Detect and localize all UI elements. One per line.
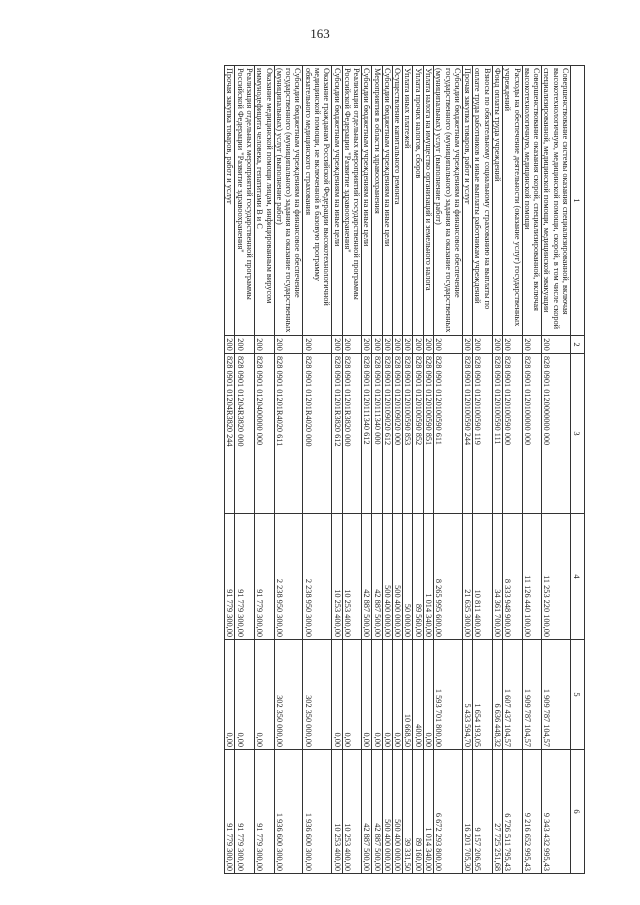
table-row [503, 66, 523, 874]
row-classification-code-cell: 828 0901 0120400000 000 [255, 354, 275, 514]
row-executed-amount-cell: 1 654 193,05 [473, 640, 493, 750]
row-name-cell: Реализация отдельных мероприятий государственной программы Российской Федерации "Развитие здравоохранения" [235, 66, 255, 336]
row-unexecuted-amount-cell: 91 779 300,00 [225, 750, 235, 874]
row-unexecuted-amount-cell: 9 157 206,95 [473, 750, 493, 874]
row-name-cell: Мероприятия в области здравоохранения [372, 66, 382, 336]
row-admin-code-cell: 200 [372, 336, 382, 354]
row-approved-amount-cell: 34 361 700,00 [492, 514, 502, 640]
row-executed-amount-cell: 400,00 [413, 640, 423, 750]
row-name-cell: Оказание медицинской помощи лицам, инфицированным вирусом иммунодефицита человека, гепатитами В и С [255, 66, 275, 336]
row-admin-code-cell: 200 [492, 336, 502, 354]
row-executed-amount-cell: 1 909 787 104,57 [542, 640, 571, 750]
row-admin-code-cell: 200 [503, 336, 523, 354]
row-approved-amount-cell: 11 253 220 100,00 [542, 514, 571, 640]
table-row [434, 66, 463, 874]
row-classification-code-cell: 828 0901 01204R3820 244 [225, 354, 235, 514]
row-approved-amount-cell: 500 400 000,00 [382, 514, 392, 640]
table-row [522, 66, 542, 874]
row-unexecuted-amount-cell: 16 201 705,30 [462, 750, 472, 874]
row-executed-amount-cell: 0,00 [255, 640, 275, 750]
row-approved-amount-cell: 2 238 950 300,00 [274, 514, 303, 640]
header-cell: 6 [571, 750, 585, 874]
row-classification-code-cell: 828 0901 0120100590 119 [473, 354, 493, 514]
row-name-cell: Субсидии бюджетным учреждениям на иные цели [332, 66, 342, 336]
row-approved-amount-cell: 8 333 948 900,00 [503, 514, 523, 640]
budget-execution-table [224, 65, 585, 874]
table-row [423, 66, 433, 874]
row-classification-code-cell: 828 0901 0120109020 612 [382, 354, 392, 514]
row-executed-amount-cell: 0,00 [362, 640, 372, 750]
row-admin-code-cell: 200 [413, 336, 423, 354]
header-cell: 3 [571, 354, 585, 514]
row-approved-amount-cell: 11 126 440 100,00 [522, 514, 542, 640]
header-cell: 1 [571, 66, 585, 336]
row-executed-amount-cell: 0,00 [235, 640, 255, 750]
row-admin-code-cell: 200 [542, 336, 571, 354]
row-name-cell: Взносы по обязательному социальному страхованию на выплаты по оплате труда работников и иные выплаты работникам учреждений [473, 66, 493, 336]
row-admin-code-cell: 200 [473, 336, 493, 354]
row-classification-code-cell: 828 0901 01201R4020 611 [274, 354, 303, 514]
row-approved-amount-cell: 91 779 300,00 [235, 514, 255, 640]
row-unexecuted-amount-cell: 42 887 500,00 [362, 750, 372, 874]
row-name-cell: Уплата прочих налогов, сборов [413, 66, 423, 336]
row-classification-code-cell: 828 0901 01201R4020 000 [303, 354, 332, 514]
table-row [235, 66, 255, 874]
row-approved-amount-cell: 8 265 995 600,00 [434, 514, 463, 640]
row-executed-amount-cell: 302 350 000,00 [303, 640, 332, 750]
row-executed-amount-cell: 6 636 448,32 [492, 640, 502, 750]
row-unexecuted-amount-cell: 1 936 600 300,00 [274, 750, 303, 874]
table-header-row [571, 66, 585, 874]
table-row [542, 66, 571, 874]
row-executed-amount-cell: 0,00 [342, 640, 362, 750]
table-row [362, 66, 372, 874]
row-name-cell: Оказание гражданам Российской Федерации высокотехнологичной медицинской помощи, не включенной в базовую программу обязательного медицинского страхования [303, 66, 332, 336]
row-classification-code-cell: 828 0901 0120109020 000 [392, 354, 402, 514]
row-classification-code-cell: 828 0901 0120100590 000 [503, 354, 523, 514]
row-admin-code-cell: 200 [522, 336, 542, 354]
row-classification-code-cell: 828 0901 01201R3820 000 [342, 354, 362, 514]
row-unexecuted-amount-cell: 9 216 652 995,43 [522, 750, 542, 874]
row-unexecuted-amount-cell: 91 779 300,00 [255, 750, 275, 874]
row-approved-amount-cell: 42 887 500,00 [372, 514, 382, 640]
table-row [382, 66, 392, 874]
row-approved-amount-cell: 500 400 000,00 [392, 514, 402, 640]
row-executed-amount-cell: 0,00 [392, 640, 402, 750]
row-name-cell: Осуществление капитального ремонта [392, 66, 402, 336]
row-approved-amount-cell: 21 635 300,00 [462, 514, 472, 640]
row-unexecuted-amount-cell: 500 400 000,00 [392, 750, 402, 874]
row-approved-amount-cell: 89 560,00 [413, 514, 423, 640]
row-approved-amount-cell: 1 014 340,00 [423, 514, 433, 640]
row-executed-amount-cell: 0,00 [332, 640, 342, 750]
row-executed-amount-cell: 0,00 [372, 640, 382, 750]
row-name-cell: Совершенствование оказания скорой, специализированной, включая высокотехнологичную, медицинской помощи [522, 66, 542, 336]
rotated-table-container [90, 65, 585, 873]
row-classification-code-cell: 828 0901 0120100590 111 [492, 354, 502, 514]
row-name-cell: Совершенствование системы оказания специализированной, включая высокотехнологичную, медицинской помощи, скорой, в том числе скорой специализированной, медицинской помощи, медицинской эвакуации [542, 66, 571, 336]
row-name-cell: Субсидии бюджетным учреждениям на финансовое обеспечение государственного (муниципального) задания на оказание государственных (муниципальных) услуг (выполнение работ) [274, 66, 303, 336]
row-unexecuted-amount-cell: 1 014 340,00 [423, 750, 433, 874]
row-unexecuted-amount-cell: 89 160,00 [413, 750, 423, 874]
row-executed-amount-cell: 1 607 437 104,57 [503, 640, 523, 750]
row-name-cell: Фонд оплаты труда учреждений [492, 66, 502, 336]
row-classification-code-cell: 828 0901 0120100590 852 [413, 354, 423, 514]
row-admin-code-cell: 200 [462, 336, 472, 354]
row-name-cell: Субсидии бюджетным учреждениям на финансовое обеспечение государственного (муниципального) задания на оказание государственных (муниципальных) услуг (выполнение работ) [434, 66, 463, 336]
table-row [274, 66, 303, 874]
row-unexecuted-amount-cell: 91 779 300,00 [235, 750, 255, 874]
row-name-cell: Уплата налога на имущество организаций и земельного налога [423, 66, 433, 336]
row-executed-amount-cell: 1 593 701 800,00 [434, 640, 463, 750]
row-classification-code-cell: 828 0901 0120111340 000 [372, 354, 382, 514]
table-row [225, 66, 235, 874]
row-name-cell: Субсидии бюджетным учреждениям на иные цели [362, 66, 372, 336]
row-name-cell: Уплата иных платежей [403, 66, 413, 336]
row-approved-amount-cell: 42 887 500,00 [362, 514, 372, 640]
row-unexecuted-amount-cell: 42 887 500,00 [372, 750, 382, 874]
row-name-cell: Прочая закупка товаров, работ и услуг [225, 66, 235, 336]
row-approved-amount-cell: 10 253 400,00 [342, 514, 362, 640]
row-admin-code-cell: 200 [362, 336, 372, 354]
row-classification-code-cell: 828 0901 0120000000 000 [542, 354, 571, 514]
table-body [225, 66, 571, 874]
row-unexecuted-amount-cell: 6 672 293 800,00 [434, 750, 463, 874]
row-classification-code-cell: 828 0901 01204R3820 000 [235, 354, 255, 514]
row-admin-code-cell: 200 [255, 336, 275, 354]
row-executed-amount-cell: 0,00 [382, 640, 392, 750]
header-cell: 4 [571, 514, 585, 640]
row-admin-code-cell: 200 [332, 336, 342, 354]
row-classification-code-cell: 828 0901 0120100590 244 [462, 354, 472, 514]
row-approved-amount-cell: 10 253 400,00 [332, 514, 342, 640]
row-admin-code-cell: 200 [392, 336, 402, 354]
row-unexecuted-amount-cell: 27 725 251,68 [492, 750, 502, 874]
row-admin-code-cell: 200 [434, 336, 463, 354]
row-executed-amount-cell: 1 909 787 104,57 [522, 640, 542, 750]
row-name-cell: Субсидии бюджетным учреждениям на иные цели [382, 66, 392, 336]
table-row [492, 66, 502, 874]
row-executed-amount-cell: 0,00 [423, 640, 433, 750]
row-name-cell: Расходы на обеспечение деятельности (оказание услуг) государственных учреждений [503, 66, 523, 336]
row-executed-amount-cell: 10 668,50 [403, 640, 413, 750]
row-unexecuted-amount-cell: 10 253 400,00 [332, 750, 342, 874]
header-cell: 2 [571, 336, 585, 354]
row-approved-amount-cell: 10 811 400,00 [473, 514, 493, 640]
row-classification-code-cell: 828 0901 0120100590 611 [434, 354, 463, 514]
row-approved-amount-cell: 2 238 950 300,00 [303, 514, 332, 640]
row-executed-amount-cell: 302 350 000,00 [274, 640, 303, 750]
row-classification-code-cell: 828 0901 01201R3820 612 [332, 354, 342, 514]
table-row [372, 66, 382, 874]
row-admin-code-cell: 200 [423, 336, 433, 354]
row-approved-amount-cell: 91 779 300,00 [225, 514, 235, 640]
page-number: 163 [310, 26, 330, 41]
row-classification-code-cell: 828 0901 0120100000 000 [522, 354, 542, 514]
row-admin-code-cell: 200 [303, 336, 332, 354]
table-row [303, 66, 332, 874]
row-unexecuted-amount-cell: 9 343 432 995,43 [542, 750, 571, 874]
row-admin-code-cell: 200 [382, 336, 392, 354]
row-admin-code-cell: 200 [225, 336, 235, 354]
rotated-page-area [90, 65, 585, 873]
row-classification-code-cell: 828 0901 0120100590 851 [423, 354, 433, 514]
table-row [413, 66, 423, 874]
row-approved-amount-cell: 50 000,00 [403, 514, 413, 640]
row-name-cell: Прочая закупка товаров, работ и услуг [462, 66, 472, 336]
row-admin-code-cell: 200 [235, 336, 255, 354]
table-row [332, 66, 342, 874]
table-row [473, 66, 493, 874]
table-row [342, 66, 362, 874]
table-row [255, 66, 275, 874]
row-classification-code-cell: 828 0901 0120111340 612 [362, 354, 372, 514]
row-unexecuted-amount-cell: 500 400 000,00 [382, 750, 392, 874]
row-name-cell: Реализация отдельных мероприятий государственной программы Российской Федерации "Развитие здравоохранения" [342, 66, 362, 336]
row-unexecuted-amount-cell: 39 331,50 [403, 750, 413, 874]
row-unexecuted-amount-cell: 1 936 600 300,00 [303, 750, 332, 874]
row-approved-amount-cell: 91 779 300,00 [255, 514, 275, 640]
table-row [462, 66, 472, 874]
header-cell: 5 [571, 640, 585, 750]
row-unexecuted-amount-cell: 10 253 400,00 [342, 750, 362, 874]
table-row [392, 66, 402, 874]
row-admin-code-cell: 200 [403, 336, 413, 354]
row-executed-amount-cell: 5 433 594,70 [462, 640, 472, 750]
row-executed-amount-cell: 0,00 [225, 640, 235, 750]
row-admin-code-cell: 200 [274, 336, 303, 354]
row-admin-code-cell: 200 [342, 336, 362, 354]
row-unexecuted-amount-cell: 6 726 511 795,43 [503, 750, 523, 874]
table-row [403, 66, 413, 874]
row-classification-code-cell: 828 0901 0120100590 853 [403, 354, 413, 514]
